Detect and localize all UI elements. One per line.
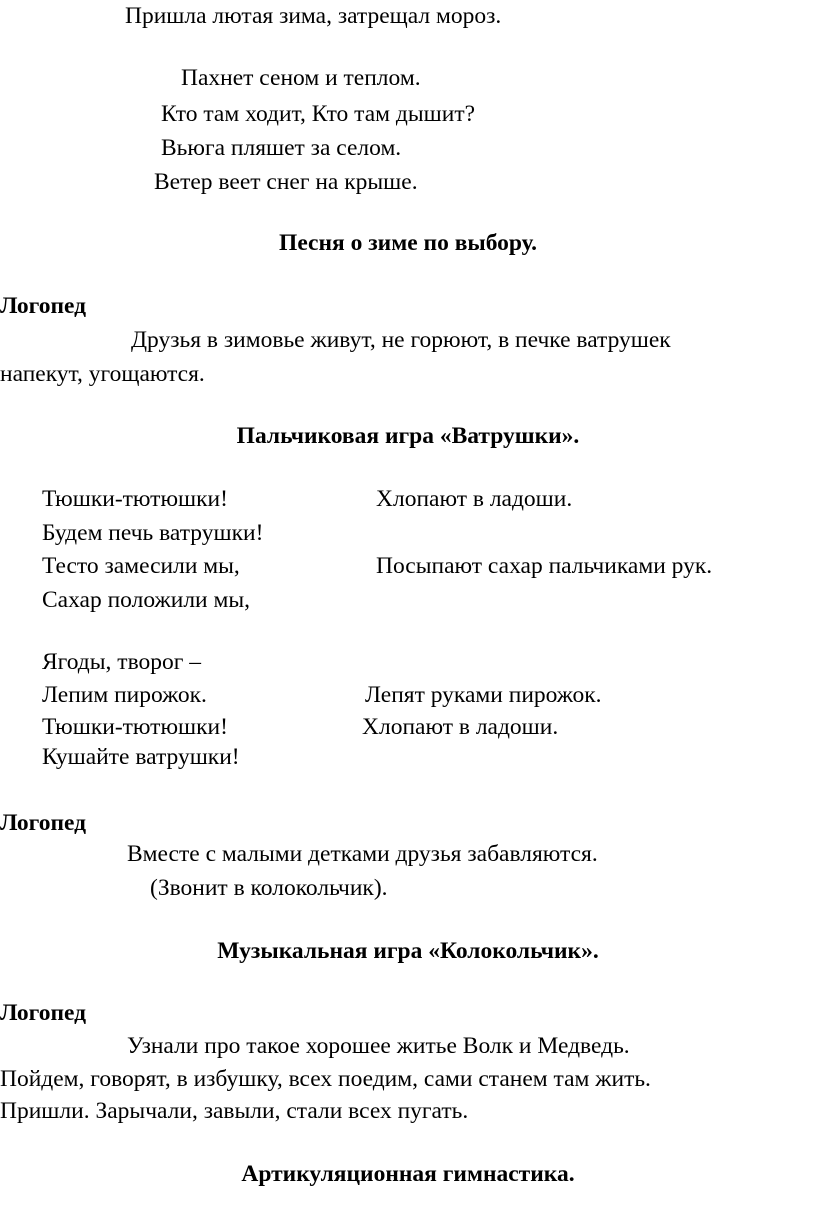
poem-line-1: Пахнет сеном и теплом. — [181, 65, 421, 91]
poem-line-3: Вьюга пляшет за селом. — [161, 135, 402, 161]
verse-line-1: Тюшки-тютюшки! — [42, 486, 228, 512]
verse-line-2: Будем печь ватрушки! — [42, 520, 264, 546]
poem-line-2: Кто там ходит, Кто там дышит? — [161, 101, 476, 127]
music-game-heading: Музыкальная игра «Колокольчик». — [217, 938, 599, 964]
verse-line-8: Кушайте ватрушки! — [42, 744, 240, 770]
action-line-4: Хлопают в ладоши. — [362, 714, 559, 740]
speaker-label-2: Логопед — [0, 810, 87, 836]
speech-3-line-3: Пришли. Зарычали, завыли, стали всех пугать. — [0, 1098, 469, 1124]
verse-line-4: Сахар положили мы, — [42, 587, 251, 613]
verse-line-7: Тюшки-тютюшки! — [42, 714, 228, 740]
speech-1-line-2: напекут, угощаются. — [0, 361, 205, 387]
poem-line-4: Ветер веет снег на крыше. — [154, 169, 418, 195]
speech-2-line-2: (Звонит в колокольчик). — [150, 875, 388, 901]
speaker-label-1: Логопед — [0, 293, 87, 319]
finger-game-heading: Пальчиковая игра «Ватрушки». — [236, 423, 580, 449]
gymnastics-heading: Артикуляционная гимнастика. — [241, 1161, 575, 1187]
speech-1-line-1: Друзья в зимовье живут, не горюют, в печке ватрушек — [131, 327, 671, 353]
speech-3-line-2: Пойдем, говорят, в избушку, всех поедим, сами станем там жить. — [0, 1066, 651, 1092]
action-line-3: Лепят руками пирожок. — [365, 682, 602, 708]
action-line-2: Посыпают сахар пальчиками рук. — [376, 553, 713, 579]
speech-3-line-1: Узнали про такое хорошее житье Волк и Медведь. — [127, 1033, 630, 1059]
verse-line-6: Лепим пирожок. — [42, 682, 207, 708]
song-heading: Песня о зиме по выбору. — [279, 230, 537, 256]
speaker-label-3: Логопед — [0, 1000, 87, 1026]
speech-2-line-1: Вместе с малыми детками друзья забавляются. — [127, 841, 598, 867]
verse-line-5: Ягоды, творог – — [42, 649, 202, 675]
verse-line-3: Тесто замесили мы, — [42, 553, 240, 579]
action-line-1: Хлопают в ладоши. — [376, 486, 573, 512]
opening-line: Пришла лютая зима, затрещал мороз. — [125, 3, 502, 29]
